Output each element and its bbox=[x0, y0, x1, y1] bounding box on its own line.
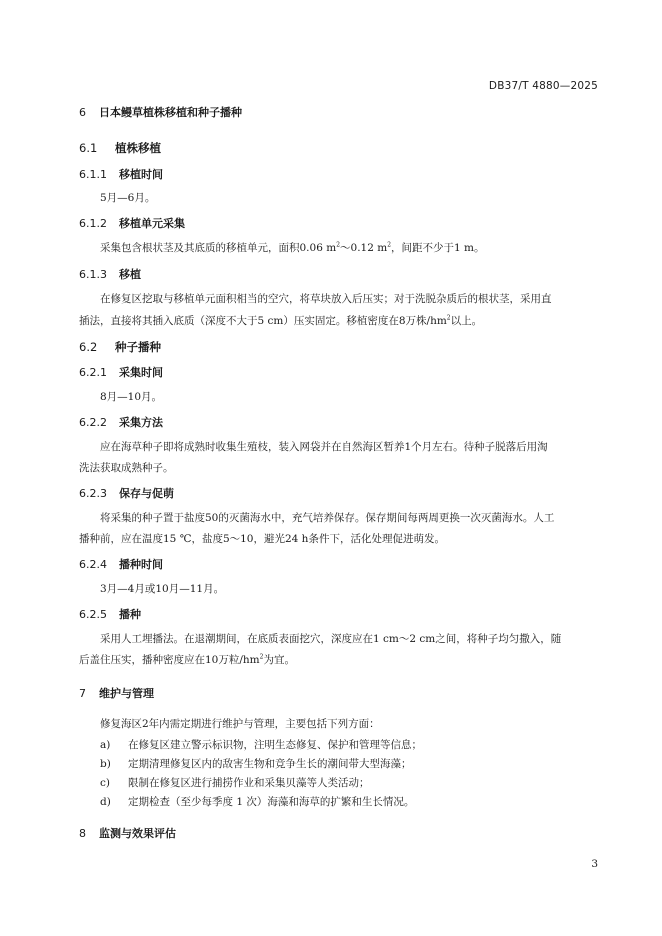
section-number: 6.2.2 bbox=[79, 416, 107, 429]
section-title: 移植单元采集 bbox=[119, 217, 185, 230]
paragraph-line: 插法，直接将其插入底质（深度不大于5 cm）压实固定。移植密度在8万株$/hm^2$以上。 bbox=[79, 314, 483, 327]
section-number: 6.1.1 bbox=[79, 168, 107, 181]
list-item bbox=[100, 775, 370, 790]
paragraph: 3月—4月或10月—11月。 bbox=[100, 583, 225, 595]
section-6-1-2-heading bbox=[79, 215, 185, 231]
paragraph: 采集包含根状茎及其底质的移植单元，面积0.06 $m^2\sim 0.12$ $m^2$，间距不少于1 m。 bbox=[100, 241, 485, 254]
section-6-2-2-heading bbox=[79, 414, 163, 430]
section-title: 采集时间 bbox=[119, 366, 163, 379]
section-6-heading bbox=[79, 104, 242, 120]
list-label: c) bbox=[100, 777, 110, 789]
section-number: 8 bbox=[79, 827, 86, 840]
section-6-1-1-heading bbox=[79, 166, 163, 182]
paragraph-line: 在修复区挖取与移植单元面积相当的空穴，将草块放入后压实；对于洗脱杂质后的根状茎，采用直 bbox=[100, 293, 552, 305]
section-6-2-1-heading bbox=[79, 364, 163, 380]
section-number: 6.1 bbox=[79, 141, 98, 155]
section-title: 维护与管理 bbox=[99, 687, 154, 700]
section-title: 播种时间 bbox=[119, 558, 163, 571]
paragraph-line: 洗法获取成熟种子。 bbox=[79, 462, 174, 474]
paragraph: 5月—6月。 bbox=[100, 192, 156, 204]
paragraph: 8月—10月。 bbox=[100, 391, 163, 403]
section-title: 种子播种 bbox=[115, 340, 161, 354]
section-6-2-3-heading bbox=[79, 485, 174, 501]
section-6-2-5-heading bbox=[79, 606, 141, 622]
section-6-1-3-heading bbox=[79, 266, 141, 282]
paragraph-line: 后盖住压实，播种密度应在10万粒$/hm^2$为宜。 bbox=[79, 653, 295, 666]
section-number: 6.2.1 bbox=[79, 366, 107, 379]
section-title: 移植 bbox=[119, 268, 141, 281]
paragraph-line: 采用人工埋播法。在退潮期间，在底质表面挖穴，深度应在1 cm～2 cm之间，将种子均匀撒入，随 bbox=[100, 633, 562, 645]
section-number: 6.1.3 bbox=[79, 268, 107, 281]
section-6-2-4-heading bbox=[79, 556, 163, 572]
paragraph-line: 播种前，应在温度15 ℃，盐度5～10，避光24 h条件下，活化处理促进萌发。 bbox=[79, 533, 445, 545]
section-8-heading bbox=[79, 825, 176, 841]
section-number: 6.1.2 bbox=[79, 217, 107, 230]
section-7-heading bbox=[79, 685, 154, 701]
section-number: 6.2 bbox=[79, 340, 98, 354]
page-number: 3 bbox=[591, 858, 598, 870]
list-label: d) bbox=[100, 796, 111, 808]
section-number: 6.2.3 bbox=[79, 487, 107, 500]
section-title: 植株移植 bbox=[115, 141, 161, 155]
section-number: 6.2.4 bbox=[79, 558, 107, 571]
list-text: 限制在修复区进行捕捞作业和采集贝藻等人类活动； bbox=[128, 777, 370, 789]
standard-id: DB37/T 4880—2025 bbox=[488, 80, 598, 92]
list-item bbox=[100, 756, 412, 771]
list-label: a) bbox=[100, 739, 111, 751]
section-6-2-heading bbox=[79, 339, 161, 355]
section-number: 6 bbox=[79, 106, 86, 119]
section-title: 监测与效果评估 bbox=[99, 827, 176, 840]
section-title: 移植时间 bbox=[119, 168, 163, 181]
section-6-1-heading bbox=[79, 140, 161, 156]
section-title: 播种 bbox=[119, 608, 141, 621]
section-number: 7 bbox=[79, 687, 86, 700]
list-label: b) bbox=[100, 758, 111, 770]
list-text: 定期清理修复区内的敌害生物和竞争生长的潮间带大型海藻； bbox=[128, 758, 412, 770]
section-number: 6.2.5 bbox=[79, 608, 107, 621]
section-title: 采集方法 bbox=[119, 416, 163, 429]
paragraph-line: 将采集的种子置于盐度50的灭菌海水中，充气培养保存。保存期间每两周更换一次灭菌海水。人工 bbox=[100, 512, 555, 524]
paragraph-line: 应在海草种子即将成熟时收集生殖枝，装入网袋并在自然海区暂养1个月左右。待种子脱落后用淘 bbox=[100, 441, 548, 453]
paragraph: 修复海区2年内需定期进行维护与管理，主要包括下列方面： bbox=[100, 718, 380, 730]
list-text: 在修复区建立警示标识物，注明生态修复、保护和管理等信息； bbox=[128, 739, 422, 751]
list-text: 定期检查（至少每季度 1 次）海藻和海草的扩繁和生长情况。 bbox=[128, 796, 415, 808]
section-title: 保存与促萌 bbox=[119, 487, 174, 500]
list-item bbox=[100, 737, 422, 752]
section-title: 日本鳗草植株移植和种子播种 bbox=[99, 106, 242, 119]
list-item bbox=[100, 794, 414, 809]
